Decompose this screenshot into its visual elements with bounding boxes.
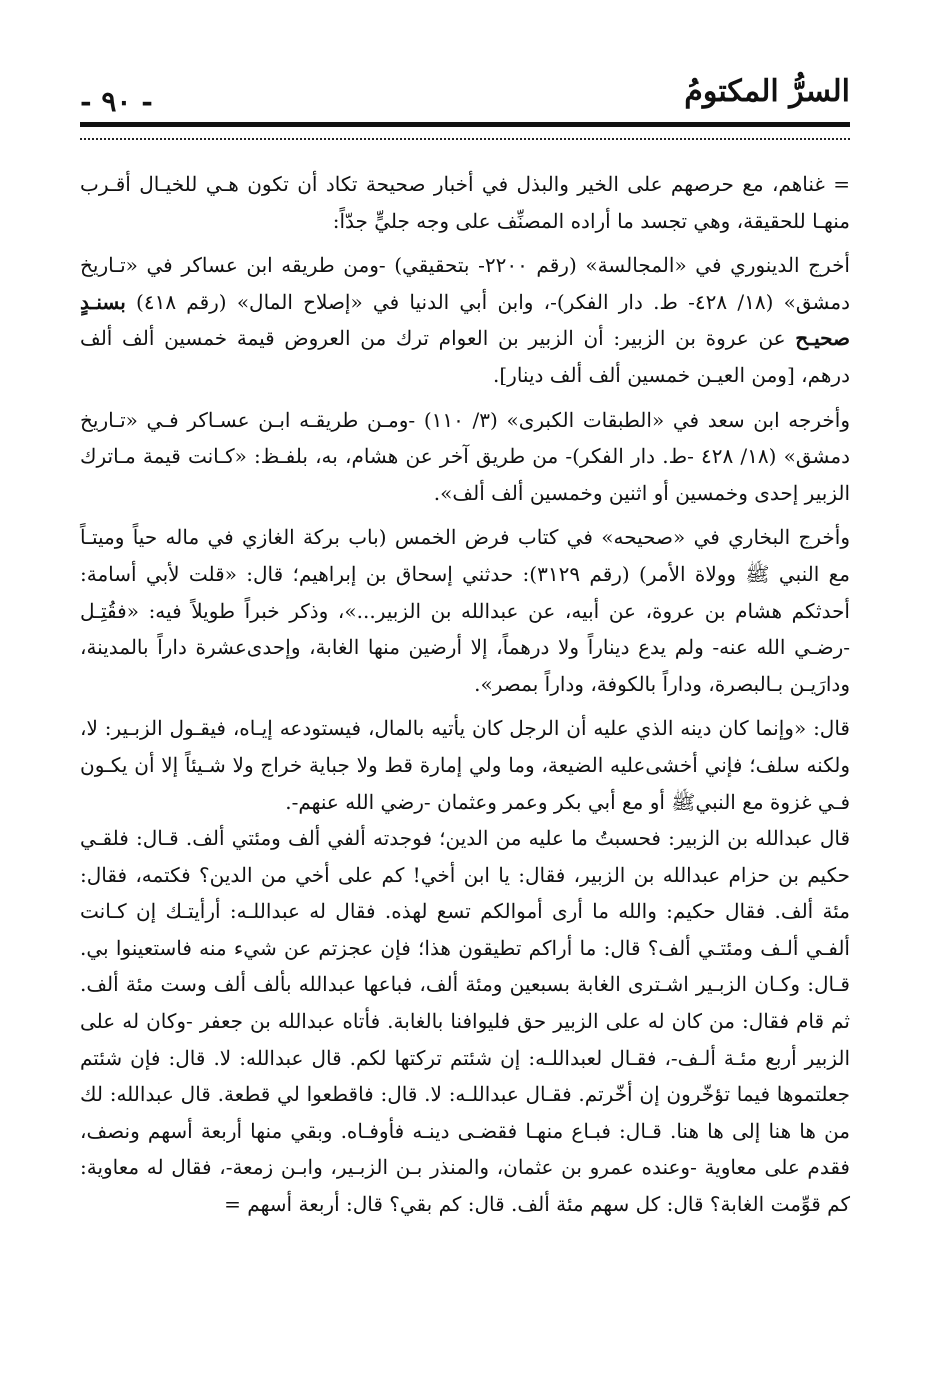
header-rule xyxy=(80,122,850,127)
sahih-chain-label: بسنـدٍ صحيـح xyxy=(80,289,850,351)
paragraph-intro: = غناهم، مع حرصهم على الخير والبذل في أخبار صحيحة تكاد أن تكون هـي للخيـال أقـرب منهـا للحقيقة، وهي تجسد ما أراده المصنِّف على وجه جليٍّ جدّاً: xyxy=(80,172,850,233)
citation-text-continued: عن عروة بن الزبير: أن الزبير بن العوام ترك من العروض قيمة خمسين ألف ألف درهم، [ومن العيـن خمسين ألف ألف دينار]. xyxy=(80,326,850,387)
body-text xyxy=(80,166,850,1223)
page-header xyxy=(80,68,850,122)
citation-text: أخرج الدينوري في «المجالسة» (رقم ٢٢٠٠- بتحقيقي) -ومن طريقه ابن عساكر في «تـاريخ دمشق» (١٨/ ٤٢٨- ط. دار الفكر)-، وابن أبي الدنيا في «إصلاح المال» (رقم ٤١٨) xyxy=(80,253,850,314)
dotted-separator xyxy=(80,138,850,140)
paragraph-dinawari-citation xyxy=(80,247,850,393)
paragraph-bukhari-citation: وأخرج البخاري في «صحيحه» في كتاب فرض الخمس (باب بركة الغازي في ماله حياً وميتـاً مع النبي ﷺ وولاة الأمر) (رقم ٣١٢٩): حدثني إسحاق بن إبراهيم؛ قال: «قلت لأبي أسامة: أحدثكم هشام بن عروة، عن أبيه، عن عبدالله بن الزبير...»، وذكر خبراً طويلاً فيه: «فقُتِـل -رضـي الله عنه- ولم يدع ديناراً ولا درهماً، إلا أرضين منها الغابة، وإحدى‌عشرة داراً بالمدينة، ودارَيـن بـالبصرة، وداراً بالكوفة، وداراً بمصر». xyxy=(80,525,850,696)
page-number: - ٩٠ - xyxy=(80,85,153,118)
paragraph-abdullah-narration: قال عبدالله بن الزبير: فحسبتُ ما عليه من الدين؛ فوجدته ألفي ألف ومئتي ألف. قـال: فلقـي حكيم بن حزام عبدالله بن الزبير، فقال: يا ابن أخي! كم على أخي من الدين؟ فكتمه، فقال: مئة ألف. فقال حكيم: والله ما أرى أموالكم تسع لهذه. فقال له عبداللـه: أرأيتـك إن كـانت ألفـي ألـف ومئتـي ألف؟ قال: ما أراكم تطيقون هذا؛ فإن عجزتم عن شيء منه فاستعينوا بي. قـال: وكـان الزبـير اشـترى الغابة بسبعين ومئة ألف، فباعها عبدالله بألف ألف وست مئة ألف. ثم قام فقال: من كان له على الزبير حق فليوافنا بالغابة. فأتاه عبدالله بن جعفر -وكان له على الزبير أربع مئـة ألـف-، فقـال لعبداللـه: إن شئتم تركتها لكم. قال عبدالله: لا. قال: فإن شئتم جعلتموها فيما تؤخّرون إن أخّرتم. فقـال عبداللـه: لا. قال: فاقطعوا لي قطعة. قال عبدالله: لك من ها هنا إلى ها هنا. قـال: فبـاع منهـا فقضـى دينـه فأوفـاه. وبقي منها أربعة أسهم ونصف، فقدم على معاوية -وعنده عمرو بن عثمان، والمنذر بـن الزبـير، وابـن زمعة-، فقال له معاوية: كم قوِّمت الغابة؟ قال: كل سهم مئة ألف. قال: كم بقي؟ قال: أربعة أسهم = xyxy=(80,826,850,1217)
paragraph-debt-narration: قال: «وإنما كان دينه الذي عليه أن الرجل كان يأتيه بالمال، فيستودعه إيـاه، فيقـول الزبـير: لا، ولكنه سلف؛ فإني أخشى‌عليه الضيعة، وما ولي إمارة قط ولا جباية خراج ولا شـيئاً إلا أن يكـون فـي غزوة مع النبيﷺ أو مع أبي بكر وعمر وعثمان -رضي الله عنهم-. xyxy=(80,716,850,814)
paragraph-ibn-saad-citation: وأخرجه ابن سعد في «الطبقات الكبرى» (٣/ ١١٠) -ومـن طريقـه ابـن عسـاكر فـي «تـاريخ دمشق» (١٨/ ٤٢٨ -ط. دار الفكر)- من طريق آخر عن هشام، به، بلفـظ: «كـانت قيمة مـاترك الزبير إحدى وخمسين أو اثنين وخمسين ألف ألف». xyxy=(80,407,850,505)
running-title: السرُّ المكتومُ xyxy=(684,74,850,109)
